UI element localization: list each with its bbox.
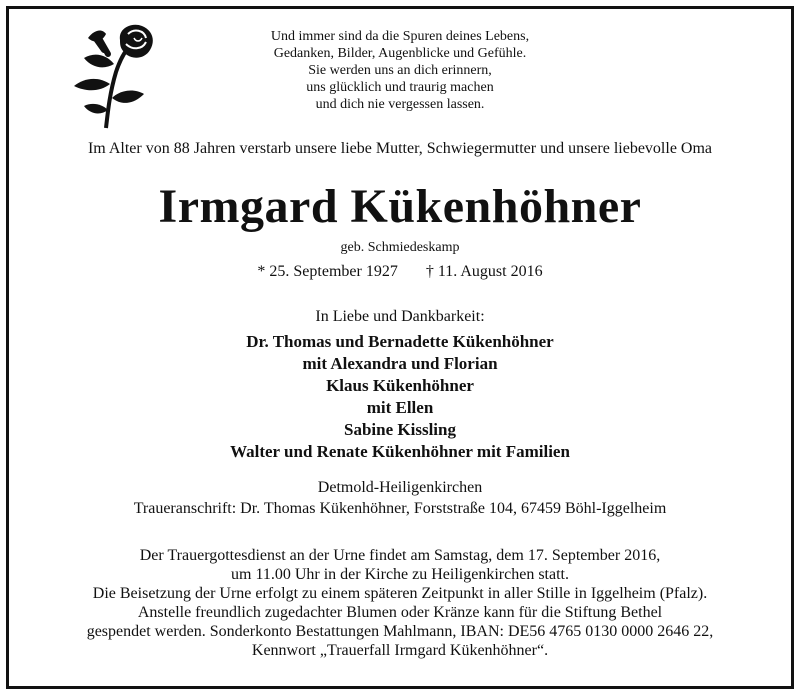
service-line: Kennwort „Trauerfall Irmgard Kükenhöhner“.	[251, 642, 549, 659]
intro-text: Im Alter von 88 Jahren verstarb unsere liebe Mutter, Schwiegermutter und unsere liebevolle Oma	[87, 140, 713, 157]
birth-name: geb. Schmiedeskamp	[340, 240, 460, 255]
mourning-address: Traueranschrift: Dr. Thomas Kükenhöhner, Forststraße 104, 67459 Böhl-Iggelheim	[133, 500, 667, 517]
poem	[220, 28, 580, 113]
service-line: Die Beisetzung der Urne erfolgt zu einem späteren Zeitpunkt in aller Stille in Iggelheim (Pfalz).	[92, 585, 708, 602]
death-date: † 11. August 2016	[425, 263, 543, 280]
service-line: um 11.00 Uhr in der Kirche zu Heiligenkirchen statt.	[231, 566, 569, 583]
life-dates	[0, 263, 800, 281]
birth-date: * 25. September 1927	[257, 263, 398, 280]
family-member: mit Alexandra und Florian	[302, 354, 498, 373]
service-info	[0, 546, 800, 660]
poem-line: Gedanken, Bilder, Augenblicke und Gefühle.	[273, 46, 527, 61]
poem-line: Sie werden uns an dich erinnern,	[308, 63, 492, 78]
poem-line: uns glücklich und traurig machen	[306, 80, 494, 95]
service-line: gespendet werden. Sonderkonto Bestattungen Mahlmann, IBAN: DE56 4765 0130 0000 2646 22,	[86, 623, 714, 640]
family-member: Dr. Thomas und Bernadette Kükenhöhner	[246, 332, 554, 351]
place: Detmold-Heiligenkirchen	[317, 479, 483, 496]
poem-line: und dich nie vergessen lassen.	[315, 97, 485, 112]
family-member: mit Ellen	[366, 398, 434, 417]
family-list	[0, 331, 800, 463]
service-line: Der Trauergottesdienst an der Urne findet am Samstag, dem 17. September 2016,	[139, 547, 661, 564]
deceased-name: Irmgard Kükenhöhner	[158, 180, 642, 233]
family-member: Klaus Kükenhöhner	[326, 376, 474, 395]
family-member: Sabine Kissling	[344, 420, 456, 439]
service-line: Anstelle freundlich zugedachter Blumen oder Kränze kann für die Stiftung Bethel	[137, 604, 663, 621]
poem-line: Und immer sind da die Spuren deines Lebens,	[270, 29, 530, 44]
family-member: Walter und Renate Kükenhöhner mit Familien	[230, 442, 570, 461]
rose-icon	[48, 20, 168, 132]
thanks-line: In Liebe und Dankbarkeit:	[315, 308, 485, 325]
